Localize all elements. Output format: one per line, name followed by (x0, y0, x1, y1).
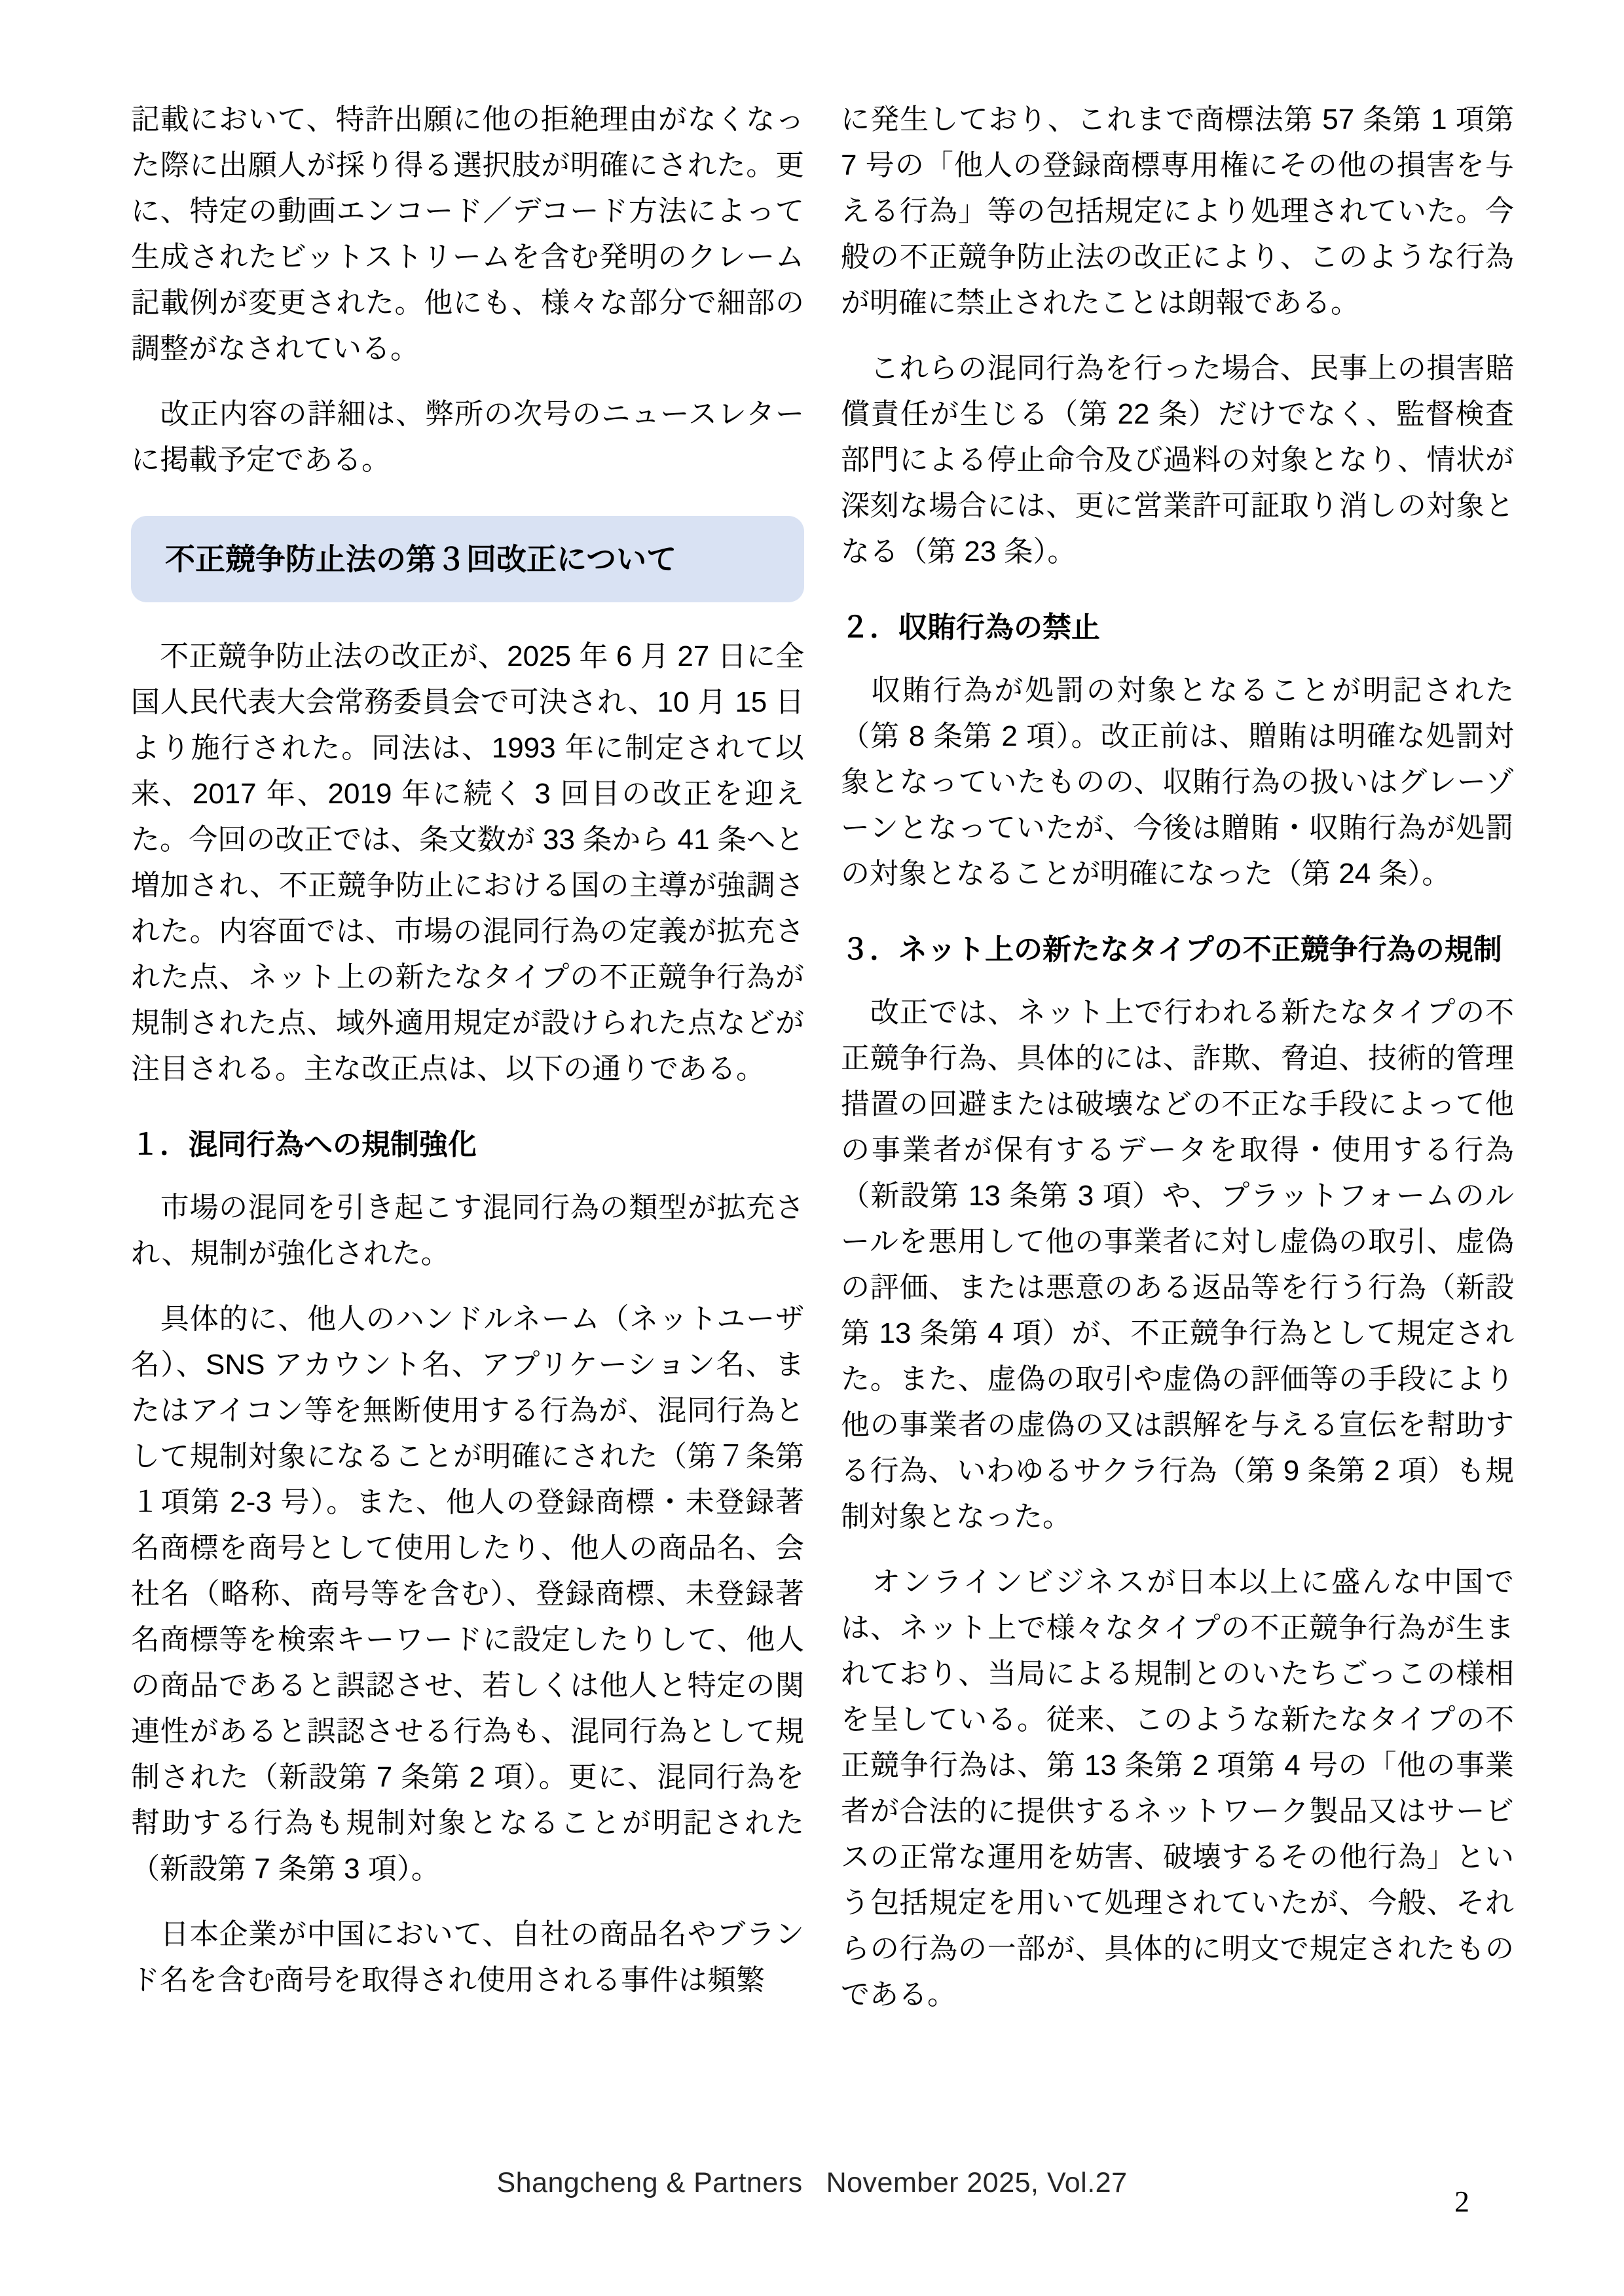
paragraph-amendment-overview: 不正競争防止法の改正が、2025 年 6 月 27 日に全国人民代表大会常務委員会で可決され、10 月 15 日より施行された。同法は、1993 年に制定されて以来、2017 年、2019 年に続く 3 回目の改正を迎えた。今回の改正では、条文数が 33 条から 41 条へと増加され、不正競争防止における国の主導が強調された。内容面では、市場の混同行為の定義が拡充された点、ネット上の新たなタイプの不正競争行為が規制された点、域外適用規定が設けられた点などが注目される。主な改正点は、以下の通りである。 (131, 640, 804, 1085)
paragraph-confusion-intro: 市場の混同を引き起こす混同行為の類型が拡充され、規制が強化された。 (131, 1192, 804, 1269)
paragraph-online-details: 改正では、ネット上で行われる新たなタイプの不正競争行為、具体的には、詐欺、脅迫、技術的管理措置の回避または破壊などの不正な手段によって他の事業者が保有するデータを取得・使用する行為（新設第 13 条第 3 項）や、プラットフォームのルールを悪用して他の事業者に対し虚偽の取引、虚偽の評価、または悪意のある返品等を行う行為（新設第 13 条第 4 項）が、不正競争行為として規定された。また、虚偽の取引や虚偽の評価等の手段により他の事業者の虚偽の又は誤解を与える宣伝を幇助する行為、いわゆるサクラ行為（第 9 条第 2 項）も規制対象となった。 (841, 996, 1514, 1533)
heading-bribery-prohibition: ２．収賄行為の禁止 (841, 611, 1100, 644)
paragraph-japan-companies-continuation: に発生しており、これまで商標法第 57 条第 1 項第 7 号の「他人の登録商標専用権にその他の損害を与える行為」等の包括規定により処理されていた。今般の不正競争防止法の改正により、このような行為が明確に禁止されたことは朗報である。 (841, 103, 1514, 319)
heading-online-unfair-competition: ３．ネット上の新たなタイプの不正競争行為の規制 (841, 934, 1502, 966)
footer-issue: November 2025, Vol.27 (826, 2167, 1128, 2198)
section-title: 不正競争防止法の第３回改正について (165, 542, 677, 576)
right-column (841, 97, 1514, 2037)
section-title-box (131, 516, 804, 602)
paragraph-bribery: 収賄行為が処罰の対象となることが明記された（第 8 条第 2 項）。改正前は、贈賄は明確な処罰対象となっていたものの、収賄行為の扱いはグレーゾーンとなっていたが、今後は贈賄・収賄行為が処罰の対象となることが明確になった（第 24 条）。 (841, 674, 1514, 890)
paragraph-confusion-details: 具体的に、他人のハンドルネーム（ネットユーザ名）、SNS アカウント名、アプリケーション名、またはアイコン等を無断使用する行為が、混同行為として規制対象になることが明確にされた（第７条第１項第 2-3 号）。また、他人の登録商標・未登録著名商標を商号として使用したり、他人の商品名、会社名（略称、商号等を含む）、登録商標、未登録著名商標等を検索キーワードに設定したりして、他人の商品であると誤認させ、若しくは他人と特定の関連性があると誤認させる行為も、混同行為として規制された（新設第 7 条第 2 項）。更に、混同行為を幇助する行為も規制対象となることが明記された（新設第 7 条第 3 項）。 (131, 1303, 804, 1885)
paragraph-patent-continuation: 記載において、特許出願に他の拒絶理由がなくなった際に出願人が採り得る選択肢が明確にされた。更に、特定の動画エンコード／デコード方法によって生成されたビットストリームを含む発明のクレーム記載例が変更された。他にも、様々な部分で細部の調整がなされている。 (131, 103, 804, 365)
paragraph-japan-companies: 日本企業が中国において、自社の商品名やブランド名を含む商号を取得され使用される事件は頻繁 (131, 1918, 804, 1996)
left-column (131, 97, 804, 2037)
footer-firm-name: Shangcheng & Partners (496, 2167, 803, 2198)
two-column-layout (131, 97, 1514, 2037)
paragraph-online-background: オンラインビジネスが日本以上に盛んな中国では、ネット上で様々なタイプの不正競争行為が生まれており、当局による規制とのいたちごっこの様相を呈している。従来、このような新たなタイプの不正競争行為は、第 13 条第 2 項第 4 号の「他の事業者が合法的に提供するネットワーク製品又はサービスの正常な運用を妨害、破壊するその他行為」という包括規定を用いて処理されていたが、今般、それらの行為の一部が、具体的に明文で規定されたものである。 (841, 1566, 1514, 2011)
heading-confusion-regulation: １．混同行為への規制強化 (131, 1129, 477, 1161)
paragraph-confusion-liability: これらの混同行為を行った場合、民事上の損害賠償責任が生じる（第 22 条）だけでなく、監督検査部門による停止命令及び過料の対象となり、情状が深刻な場合には、更に営業許可証取り消しの対象となる（第 23 条）。 (841, 352, 1514, 568)
page-number: 2 (1454, 2185, 1469, 2218)
page-footer (0, 2167, 1624, 2199)
paragraph-next-newsletter: 改正内容の詳細は、弊所の次号のニュースレターに掲載予定である。 (131, 398, 804, 476)
